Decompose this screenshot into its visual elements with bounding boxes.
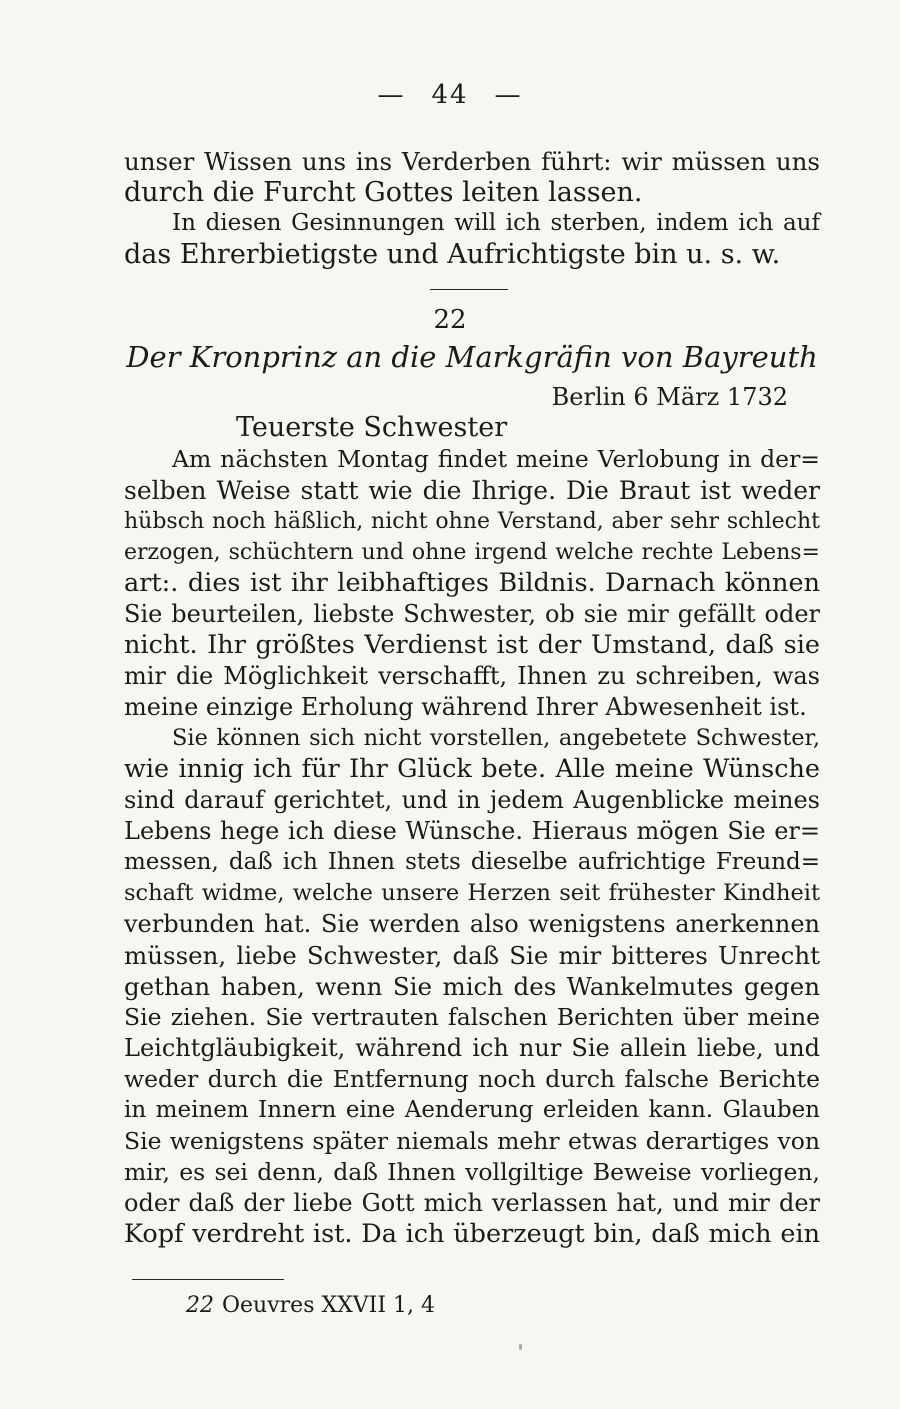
letter-dateline: Berlin 6 März 1732 xyxy=(551,383,788,411)
text-line: Sie beurteilen, liebste Schwester, ob sie mir gefällt oder xyxy=(124,600,820,628)
text-line: In diesen Gesinnungen will ich sterben, indem ich auf xyxy=(172,210,820,236)
page-number: 44 xyxy=(431,80,469,110)
text-line: Kopf verdreht ist. Da ich überzeugt bin, daß mich ein xyxy=(124,1219,820,1249)
text-line: Leichtgläubigkeit, während ich nur Sie allein liebe, und xyxy=(124,1034,820,1062)
text-line: in meinem Innern eine Aenderung erleiden kann. Glauben xyxy=(124,1097,820,1123)
text-line: Sie wenigstens später niemals mehr etwas derartiges von xyxy=(124,1127,820,1155)
text-line: verbunden hat. Sie werden also wenigstens anerkennen xyxy=(124,910,820,938)
text-line: erzogen, schüchtern und ohne irgend welche rechte Lebens= xyxy=(124,540,820,565)
text-line: Am nächsten Montag findet meine Verlobung in der= xyxy=(172,445,820,473)
paper-speck xyxy=(519,1344,522,1350)
text-line: Sie können sich nicht vorstellen, angebetete Schwester, xyxy=(172,725,820,751)
footnote-divider xyxy=(132,1279,284,1280)
text-line: unser Wissen uns ins Verderben führt: wir müssen uns xyxy=(124,147,820,176)
text-line: das Ehrerbietigste und Aufrichtigste bin u. s. w. xyxy=(124,239,781,270)
text-line: oder daß der liebe Gott mich verlassen hat, und mir der xyxy=(124,1189,820,1217)
footnote-text: Oeuvres XXVII 1, 4 xyxy=(222,1293,436,1318)
letter-number: 22 xyxy=(433,305,467,335)
text-line: weder durch die Entfernung noch durch falsche Berichte xyxy=(124,1065,820,1093)
text-line: schaft widme, welche unsere Herzen seit frühester Kindheit xyxy=(124,880,820,906)
letter-salutation: Teuerste Schwester xyxy=(236,412,508,443)
section-divider xyxy=(430,289,508,290)
text-line: Lebens hege ich diese Wünsche. Hieraus mögen Sie er= xyxy=(124,817,820,845)
footnote-number: 22 xyxy=(186,1293,214,1318)
text-line: mir, es sei denn, daß Ihnen vollgiltige Beweise vorliegen, xyxy=(124,1158,820,1186)
header-dash-left: — xyxy=(377,80,406,110)
text-line: messen, daß ich Ihnen stets dieselbe aufrichtige Freund= xyxy=(124,849,820,875)
text-line: mir die Möglichkeit verschafft, Ihnen zu schreiben, was xyxy=(124,662,820,690)
text-line: art:. dies ist ihr leibhaftiges Bildnis. Darnach können xyxy=(124,568,820,598)
top-paragraph xyxy=(124,146,820,270)
text-line: Sie ziehen. Sie vertrauten falschen Berichten über meine xyxy=(124,1003,820,1031)
text-line: wie innig ich für Ihr Glück bete. Alle meine Wünsche xyxy=(124,754,820,784)
letter-title: Der Kronprinz an die Markgräfin von Bayreuth xyxy=(126,340,818,374)
header-dash-right: — xyxy=(494,80,523,110)
text-line: müssen, liebe Schwester, daß Sie mir bitteres Unrecht xyxy=(124,941,820,970)
text-line: hübsch noch häßlich, nicht ohne Verstand, aber sehr schlecht xyxy=(124,509,820,534)
text-line: gethan haben, wenn Sie mich des Wankelmutes gegen xyxy=(124,972,820,1001)
text-line: meine einzige Erholung während Ihrer Abwesenheit ist. xyxy=(124,693,807,721)
letter-body xyxy=(124,444,820,1250)
text-line: durch die Furcht Gottes leiten lassen. xyxy=(124,177,643,208)
footnote xyxy=(186,1293,435,1318)
page-header xyxy=(0,80,900,110)
text-line: nicht. Ihr größtes Verdienst ist der Umstand, daß sie xyxy=(124,630,820,660)
text-line: sind darauf gerichtet, und in jedem Augenblicke meines xyxy=(124,786,820,814)
text-line: selben Weise statt wie die Ihrige. Die Braut ist weder xyxy=(124,476,820,505)
